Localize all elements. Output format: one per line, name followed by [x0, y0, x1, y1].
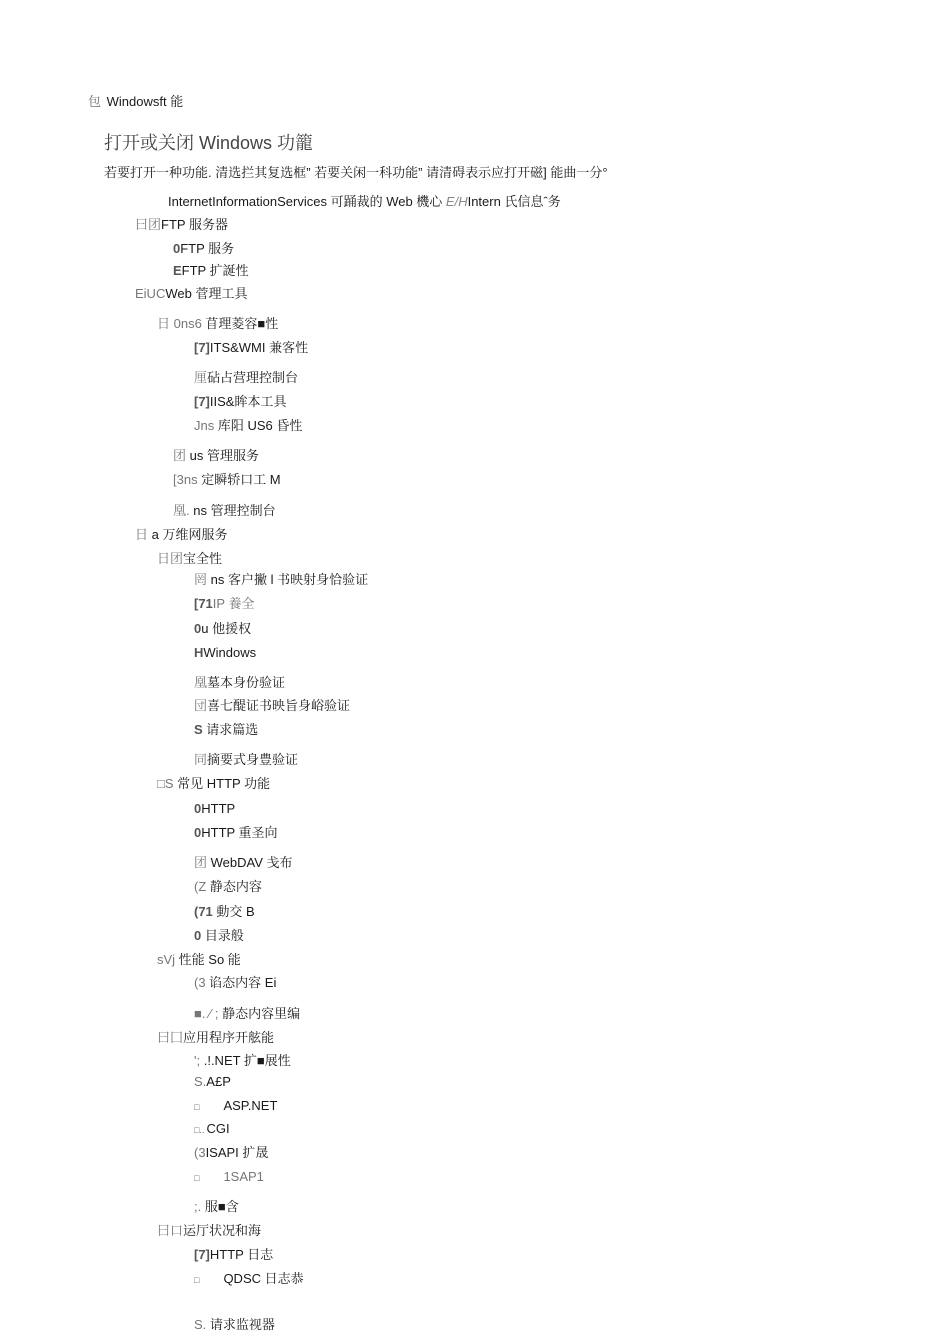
feature-item-www-services[interactable]	[135, 527, 227, 543]
feature-checkbox[interactable]: 0	[194, 825, 202, 840]
feature-checkbox[interactable]: 日 0ns6	[157, 316, 202, 331]
feature-item-static-content[interactable]	[194, 879, 262, 895]
feature-item-iis6-scripting[interactable]	[194, 394, 286, 410]
feature-label: 静态内容	[206, 879, 262, 894]
feature-label: 服■含	[201, 1199, 239, 1214]
feature-checkbox[interactable]: 曰囗	[157, 1030, 184, 1045]
feature-checkbox[interactable]: 曰口	[157, 1223, 184, 1238]
feature-checkbox[interactable]: 日	[135, 527, 149, 542]
feature-item-server-side-includes[interactable]	[194, 1199, 239, 1215]
feature-item-odbc-logging[interactable]	[194, 1271, 304, 1288]
page-title: 打开或关闭 Windows 功籠	[104, 133, 314, 153]
feature-label: HTTP 重圣向	[201, 825, 278, 840]
feature-label: 谄态内容 Ei	[205, 975, 277, 990]
feature-checkbox[interactable]: (3	[194, 975, 206, 990]
feature-label: FTP 服务	[180, 241, 235, 256]
feature-item-health-diagnostics[interactable]	[157, 1223, 261, 1239]
feature-item-cgi[interactable]	[194, 1121, 230, 1138]
feature-label: 运厅状况和海	[183, 1223, 262, 1238]
feature-checkbox[interactable]: Jns	[194, 418, 215, 433]
feature-item-http-logging[interactable]	[194, 1247, 273, 1263]
feature-checkbox[interactable]: [7]	[194, 1247, 210, 1262]
feature-checkbox[interactable]: E/H	[445, 194, 468, 209]
feature-checkbox[interactable]: EiUC	[135, 286, 166, 301]
feature-checkbox[interactable]: S.	[194, 1317, 207, 1332]
feature-label: QDSC 日志恭	[223, 1271, 304, 1286]
window-header-text: Windowsft 能	[106, 94, 184, 109]
feature-item-directory-browsing[interactable]	[194, 928, 244, 944]
feature-item-ip-security[interactable]	[194, 596, 254, 612]
feature-checkbox[interactable]: 凰	[194, 675, 208, 690]
feature-item-web-management-tools[interactable]	[135, 286, 247, 302]
feature-label: 定瞬轿口工 M	[197, 472, 281, 487]
feature-checkbox[interactable]: 0	[173, 241, 181, 256]
feature-item-basic-auth[interactable]	[194, 675, 285, 691]
feature-checkbox[interactable]: 日团	[157, 551, 184, 566]
feature-label: 動交 B	[212, 904, 255, 919]
feature-label: FTP 服务器	[161, 217, 228, 232]
feature-label: ASP.NET	[223, 1098, 278, 1113]
feature-label: 请求篇选	[202, 722, 259, 737]
feature-item-default-document[interactable]	[194, 904, 255, 920]
feature-item-webdav[interactable]	[194, 855, 293, 871]
feature-checkbox[interactable]: [3ns	[173, 472, 198, 487]
feature-checkbox[interactable]: [71	[194, 596, 213, 611]
feature-label: 喜七醍证书映旨身峪验证	[207, 698, 351, 713]
feature-checkbox[interactable]: [7]	[194, 340, 210, 355]
feature-checkbox[interactable]: □	[194, 1173, 200, 1183]
feature-checkbox[interactable]: 罔	[194, 572, 208, 587]
feature-checkbox[interactable]: (3	[194, 1145, 206, 1160]
feature-item-iis-management-service[interactable]	[173, 448, 259, 464]
feature-label: 静态内容里编	[218, 1006, 301, 1021]
feature-item-app-development[interactable]	[157, 1030, 274, 1046]
feature-label: 宝全性	[183, 551, 223, 566]
feature-item-url-authorization[interactable]	[194, 621, 251, 637]
feature-item-wmi-compat[interactable]	[194, 340, 308, 356]
feature-label: u 他援权	[201, 621, 252, 636]
feature-item-iis6-console[interactable]	[194, 370, 298, 386]
feature-checkbox[interactable]: ';	[194, 1053, 204, 1068]
feature-label: a 万维网服务	[148, 527, 228, 542]
feature-checkbox[interactable]: (Z	[194, 879, 207, 894]
feature-label: HTTP	[201, 801, 236, 816]
feature-item-iis-scripts-tools[interactable]	[173, 472, 281, 488]
feature-item-ftp-server[interactable]	[135, 217, 228, 233]
feature-label: 摘要式身豊验证	[207, 752, 299, 767]
feature-label: ITS&WMI 兼客性	[209, 340, 309, 355]
feature-item-common-http[interactable]	[157, 776, 270, 792]
feature-label: IIS&眸本工具	[209, 394, 287, 409]
feature-label: 苜理菱容■性	[201, 316, 279, 331]
feature-item-digest-auth[interactable]	[194, 752, 298, 768]
feature-checkbox[interactable]: ■. ⁄ ;	[194, 1006, 219, 1021]
feature-label: HTTP 日志	[209, 1247, 274, 1262]
feature-item-iis[interactable]	[168, 194, 561, 210]
feature-checkbox[interactable]: □..	[194, 1125, 205, 1135]
feature-checkbox[interactable]: 团	[194, 855, 208, 870]
feature-label: Web 菅理工具	[165, 286, 248, 301]
feature-item-iis6-compat[interactable]	[157, 316, 278, 332]
feature-checkbox[interactable]: □S	[157, 776, 174, 791]
feature-label: us 管理服务	[186, 448, 259, 463]
feature-checkbox[interactable]: 0	[194, 621, 202, 636]
feature-checkbox[interactable]: 0	[194, 928, 202, 943]
feature-checkbox[interactable]: (71	[194, 904, 213, 919]
feature-label: Windows	[203, 645, 257, 660]
feature-item-iis-cert-mapping[interactable]	[194, 698, 350, 714]
feature-checkbox[interactable]: 0	[194, 801, 202, 816]
feature-item-request-monitor[interactable]	[194, 1317, 275, 1333]
feature-item-iis6-metabase[interactable]	[194, 418, 302, 434]
feature-label: 目录般	[201, 928, 244, 943]
feature-checkbox[interactable]: E	[173, 263, 182, 278]
feature-label: ns 管理控制台	[189, 503, 276, 518]
feature-item-security[interactable]	[157, 551, 222, 567]
feature-item-http-redirect[interactable]	[194, 825, 278, 841]
feature-label: 请求监视器	[206, 1317, 275, 1332]
feature-checkbox[interactable]: 厘	[194, 370, 208, 385]
feature-label: 常见 HTTP 功能	[173, 776, 271, 791]
feature-label: ns 客户撇 l 书映射身恰验证	[207, 572, 369, 587]
feature-item-static-compression[interactable]	[194, 1006, 300, 1022]
feature-item-isapi-filters[interactable]	[194, 1169, 264, 1186]
feature-item-client-cert-mapping[interactable]	[194, 572, 368, 588]
feature-label: .!.NET 扩■展性	[203, 1053, 291, 1068]
windows-features-icon: 包	[88, 94, 102, 109]
feature-item-windows-auth[interactable]	[194, 645, 256, 661]
feature-checkbox[interactable]: S	[194, 722, 203, 737]
feature-label: InternetInformationServices 可踊裁的 Web 機心	[168, 194, 446, 209]
feature-item-ftp-extensibility[interactable]	[173, 263, 249, 279]
page-description: 若要打开一种功能. 清选拦其复选框” 若要关闲一科功能” 请清碍表示应打开磁] 能曲一分°	[104, 165, 608, 180]
feature-label: ISAPI 扩晟	[205, 1145, 269, 1160]
feature-label: 应用程序开舷能	[183, 1030, 275, 1045]
feature-item-asp[interactable]	[194, 1074, 231, 1090]
feature-item-asp-net[interactable]	[194, 1098, 277, 1115]
feature-checkbox[interactable]: 曰团	[135, 217, 162, 232]
feature-item-request-filtering[interactable]	[194, 722, 258, 738]
feature-checkbox[interactable]: sVj	[157, 952, 176, 967]
feature-label: 性能 So 能	[175, 952, 241, 967]
feature-label: 墓本身份验证	[207, 675, 286, 690]
feature-checkbox[interactable]: [7]	[194, 394, 210, 409]
feature-label: A£P	[206, 1074, 231, 1089]
feature-checkbox[interactable]: ;.	[194, 1199, 202, 1214]
window-header	[88, 91, 183, 110]
feature-checkbox[interactable]: 同	[194, 752, 208, 767]
feature-checkbox[interactable]: 团	[173, 448, 187, 463]
feature-label: 砧占营理控制台	[207, 370, 299, 385]
feature-label: Intern 氏信息ˆ务	[467, 194, 561, 209]
feature-checkbox[interactable]: 団	[194, 698, 208, 713]
feature-label: IP 養全	[212, 596, 255, 611]
feature-label: 1SAP1	[223, 1169, 264, 1184]
feature-checkbox[interactable]: □	[194, 1102, 200, 1112]
feature-label: CGI	[206, 1121, 230, 1136]
feature-item-net-extensibility[interactable]	[194, 1053, 291, 1069]
feature-item-performance[interactable]	[157, 952, 241, 968]
feature-checkbox[interactable]: □	[194, 1275, 200, 1285]
feature-label: 库阳 US6 昏性	[214, 418, 303, 433]
feature-item-http-errors[interactable]	[194, 801, 235, 817]
feature-item-dynamic-compression[interactable]	[194, 975, 276, 991]
feature-label: WebDAV 戋布	[207, 855, 293, 870]
feature-item-isapi-extensions[interactable]	[194, 1145, 268, 1161]
feature-checkbox[interactable]: S.	[194, 1074, 207, 1089]
feature-item-iis-management-console[interactable]	[173, 503, 276, 519]
feature-item-ftp-service[interactable]	[173, 241, 234, 257]
feature-checkbox[interactable]: H	[194, 645, 204, 660]
feature-label: FTP 扩誕性	[181, 263, 249, 278]
feature-checkbox[interactable]: 凰.	[173, 503, 190, 518]
